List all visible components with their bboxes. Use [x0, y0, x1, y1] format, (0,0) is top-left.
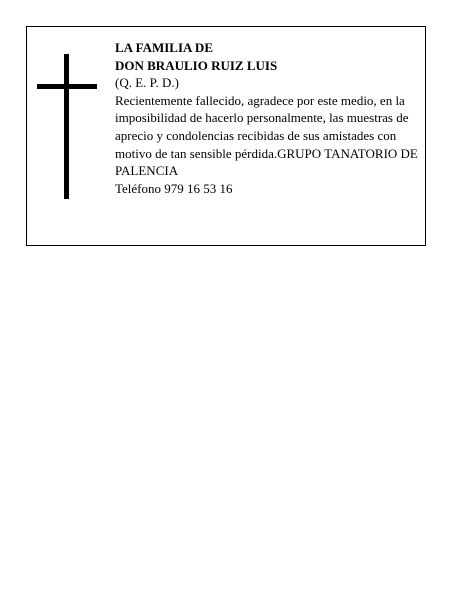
notice-body: Recientemente fallecido, agradece por este medio, en la imposibilidad de hacerlo personalmente, las muestras de aprecio y condolencias recibidas de sus amistades con motivo de tan sensible pérdida.GRUPO TANATORIO DE PALENCIA [115, 92, 418, 179]
cross-horizontal-bar [37, 84, 97, 89]
qepd-label: (Q. E. P. D.) [115, 75, 179, 91]
deceased-name: DON BRAULIO RUIZ LUIS [115, 57, 278, 73]
cross-vertical-bar [64, 54, 69, 199]
obituary-notice [26, 26, 426, 246]
latin-cross-icon [37, 54, 97, 199]
family-heading: LA FAMILIA DE [115, 40, 213, 55]
phone-number: Teléfono 979 16 53 16 [115, 180, 233, 196]
notice-text [115, 39, 423, 197]
